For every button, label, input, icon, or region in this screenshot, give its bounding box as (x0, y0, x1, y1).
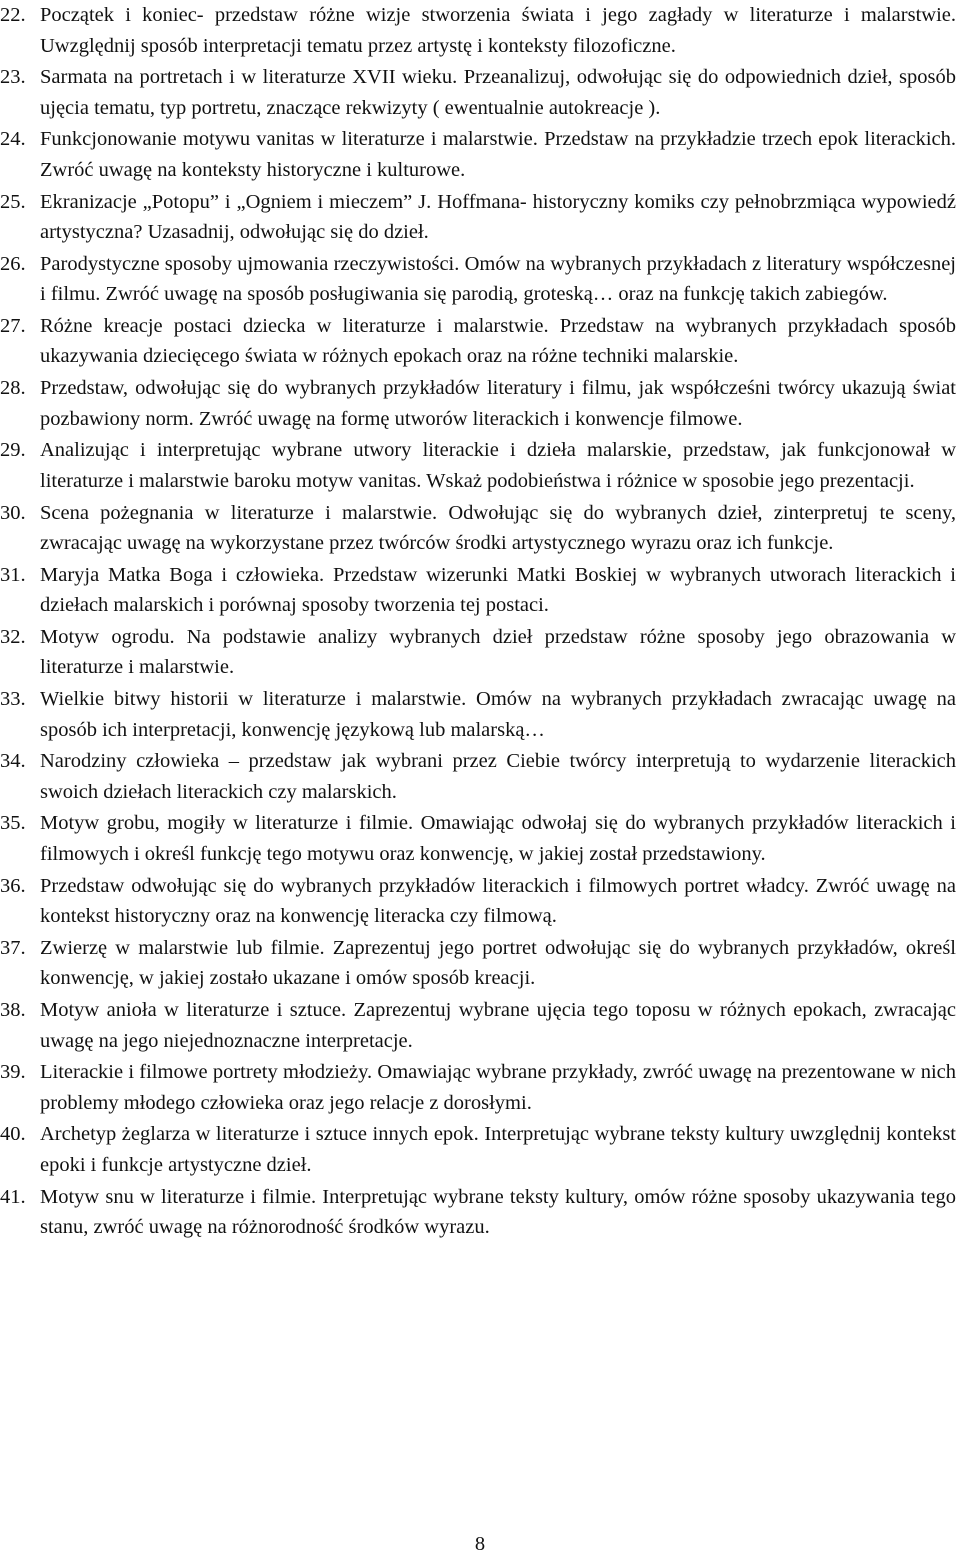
list-item (0, 435, 956, 496)
list-item (0, 746, 956, 807)
item-number: 41. (0, 1185, 26, 1208)
item-number: 36. (0, 874, 26, 897)
item-text: Przedstaw, odwołując się do wybranych przykładów literatury i filmu, jak współcześni twórcy ukazują świat pozbawiony norm. Zwróć uwagę na formę utworów literackich i konwencje filmowe. (40, 377, 956, 430)
item-number: 34. (0, 750, 26, 773)
list-item (0, 1119, 956, 1180)
list-item (0, 1182, 956, 1243)
page-number: 8 (474, 1533, 486, 1555)
item-number: 31. (0, 563, 26, 586)
list-item (0, 1057, 956, 1118)
list-item (0, 995, 956, 1056)
item-text: Scena pożegnania w literaturze i malarstwie. Odwołując się do wybranych dzieł, zinterpretuj te sceny, zwracając uwagę na wykorzystane przez twórców środki artystycznego wyrazu oraz ich funkcje. (40, 501, 956, 554)
item-number: 30. (0, 501, 26, 524)
item-text: Zwierzę w malarstwie lub filmie. Zaprezentuj jego portret odwołując się do wybranych przykładów, określ konwencję, w jakiej zostało ukazane i omów sposób kreacji. (40, 936, 956, 990)
list-item (0, 187, 956, 248)
item-text: Wielkie bitwy historii w literaturze i malarstwie. Omów na wybranych przykładach zwracając uwagę na sposób ich interpretacji, konwencję językową lub malarską… (40, 688, 956, 741)
list-item (0, 62, 956, 123)
item-text: Literackie i filmowe portrety młodzieży. Omawiając wybrane przykłady, zwróć uwagę na prezentowane w nich problemy młodego człowieka oraz jego relacje z dorosłymi. (40, 1061, 956, 1114)
item-text: Narodziny człowieka – przedstaw jak wybrani przez Ciebie twórcy interpretują to wydarzenie literackich swoich dziełach literackich czy malarskich. (40, 750, 956, 803)
item-number: 26. (0, 252, 26, 275)
item-number: 25. (0, 190, 26, 213)
item-number: 27. (0, 314, 26, 337)
item-number: 38. (0, 999, 26, 1021)
item-text: Analizując i interpretując wybrane utwory literackie i dzieła malarskie, przedstaw, jak funkcjonował w literaturze i malarstwie baroku motyw vanitas. Wskaż podobieństwa i różnice w sposobie jego prezentacji. (40, 439, 956, 492)
item-number: 39. (0, 1061, 26, 1084)
list-item (0, 124, 956, 185)
list-item (0, 498, 956, 559)
list-item (0, 808, 956, 869)
list-item (0, 871, 956, 932)
item-number: 37. (0, 936, 26, 959)
item-text: Różne kreacje postaci dziecka w literaturze i malarstwie. Przedstaw na wybranych przykładach sposób ukazywania dziecięcego świata w różnych epokach oraz na różne techniki malarskie. (40, 314, 956, 368)
item-number: 28. (0, 377, 26, 400)
item-text: Sarmata na portretach i w literaturze XVII wieku. Przeanalizuj, odwołując się do odpowiednich dzieł, sposób ujęcia tematu, typ portretu, znaczące rekwizyty ( ewentualnie autokreacje ). (40, 66, 956, 119)
list-item (0, 249, 956, 310)
item-text: Motyw anioła w literaturze i sztuce. Zaprezentuj wybrane ujęcia tego toposu w różnych epokach, zwracając uwagę na jego niejednoznaczne interpretacje. (40, 999, 956, 1052)
item-text: Ekranizacje „Potopu” i „Ogniem i mieczem” J. Hoffmana- historyczny komiks czy pełnobrzmiąca wypowiedź artystyczna? Uzasadnij, odwołując się do dzieł. (40, 190, 956, 244)
item-text: Początek i koniec- przedstaw różne wizje stworzenia świata i jego zagłady w literaturze i malarstwie. Uwzględnij sposób interpretacji tematu przez artystę i konteksty filozoficzne. (40, 4, 956, 57)
item-number: 22. (0, 4, 26, 26)
item-text: Motyw grobu, mogiły w literaturze i filmie. Omawiając odwołaj się do wybranych przykładów literackich i filmowych i określ funkcję tego motywu oraz konwencję, w jakiej został przedstawiony. (40, 812, 956, 865)
item-text: Motyw ogrodu. Na podstawie analizy wybranych dzieł przedstaw różne sposoby jego obrazowania w literaturze i malarstwie. (40, 625, 956, 679)
list-item (0, 933, 956, 994)
item-number: 40. (0, 1123, 26, 1146)
item-text: Maryja Matka Boga i człowieka. Przedstaw wizerunki Matki Boskiej w wybranych utworach literackich i dziełach malarskich i porównaj sposoby tworzenia tej postaci. (40, 563, 956, 617)
item-text: Parodystyczne sposoby ujmowania rzeczywistości. Omów na wybranych przykładach z literatury współczesnej i filmu. Zwróć uwagę na sposób posługiwania się parodią, groteską… oraz na funkcję takich zabiegów. (40, 252, 956, 306)
item-number: 23. (0, 66, 26, 89)
item-text: Archetyp żeglarza w literaturze i sztuce innych epok. Interpretując wybrane teksty kultury uwzględnij kontekst epoki i funkcje artystyczne dzieł. (40, 1123, 956, 1176)
list-item (0, 684, 956, 745)
item-number: 33. (0, 688, 26, 711)
item-number: 29. (0, 439, 26, 462)
list-item (0, 0, 956, 61)
item-number: 32. (0, 625, 26, 648)
list-item (0, 622, 956, 683)
item-text: Motyw snu w literaturze i filmie. Interpretując wybrane teksty kultury, omów różne sposoby ukazywania tego stanu, zwróć uwagę na różnorodność środków wyrazu. (40, 1185, 956, 1239)
item-text: Przedstaw odwołując się do wybranych przykładów literackich i filmowych portret władcy. Zwróć uwagę na kontekst historyczny oraz na konwencję literacka czy filmową. (40, 874, 956, 928)
item-text: Funkcjonowanie motywu vanitas w literaturze i malarstwie. Przedstaw na przykładzie trzech epok literackich. Zwróć uwagę na konteksty historyczne i kulturowe. (40, 128, 956, 181)
list-item (0, 560, 956, 621)
list-item (0, 373, 956, 434)
item-number: 24. (0, 128, 26, 151)
item-number: 35. (0, 812, 26, 835)
list-item (0, 311, 956, 372)
